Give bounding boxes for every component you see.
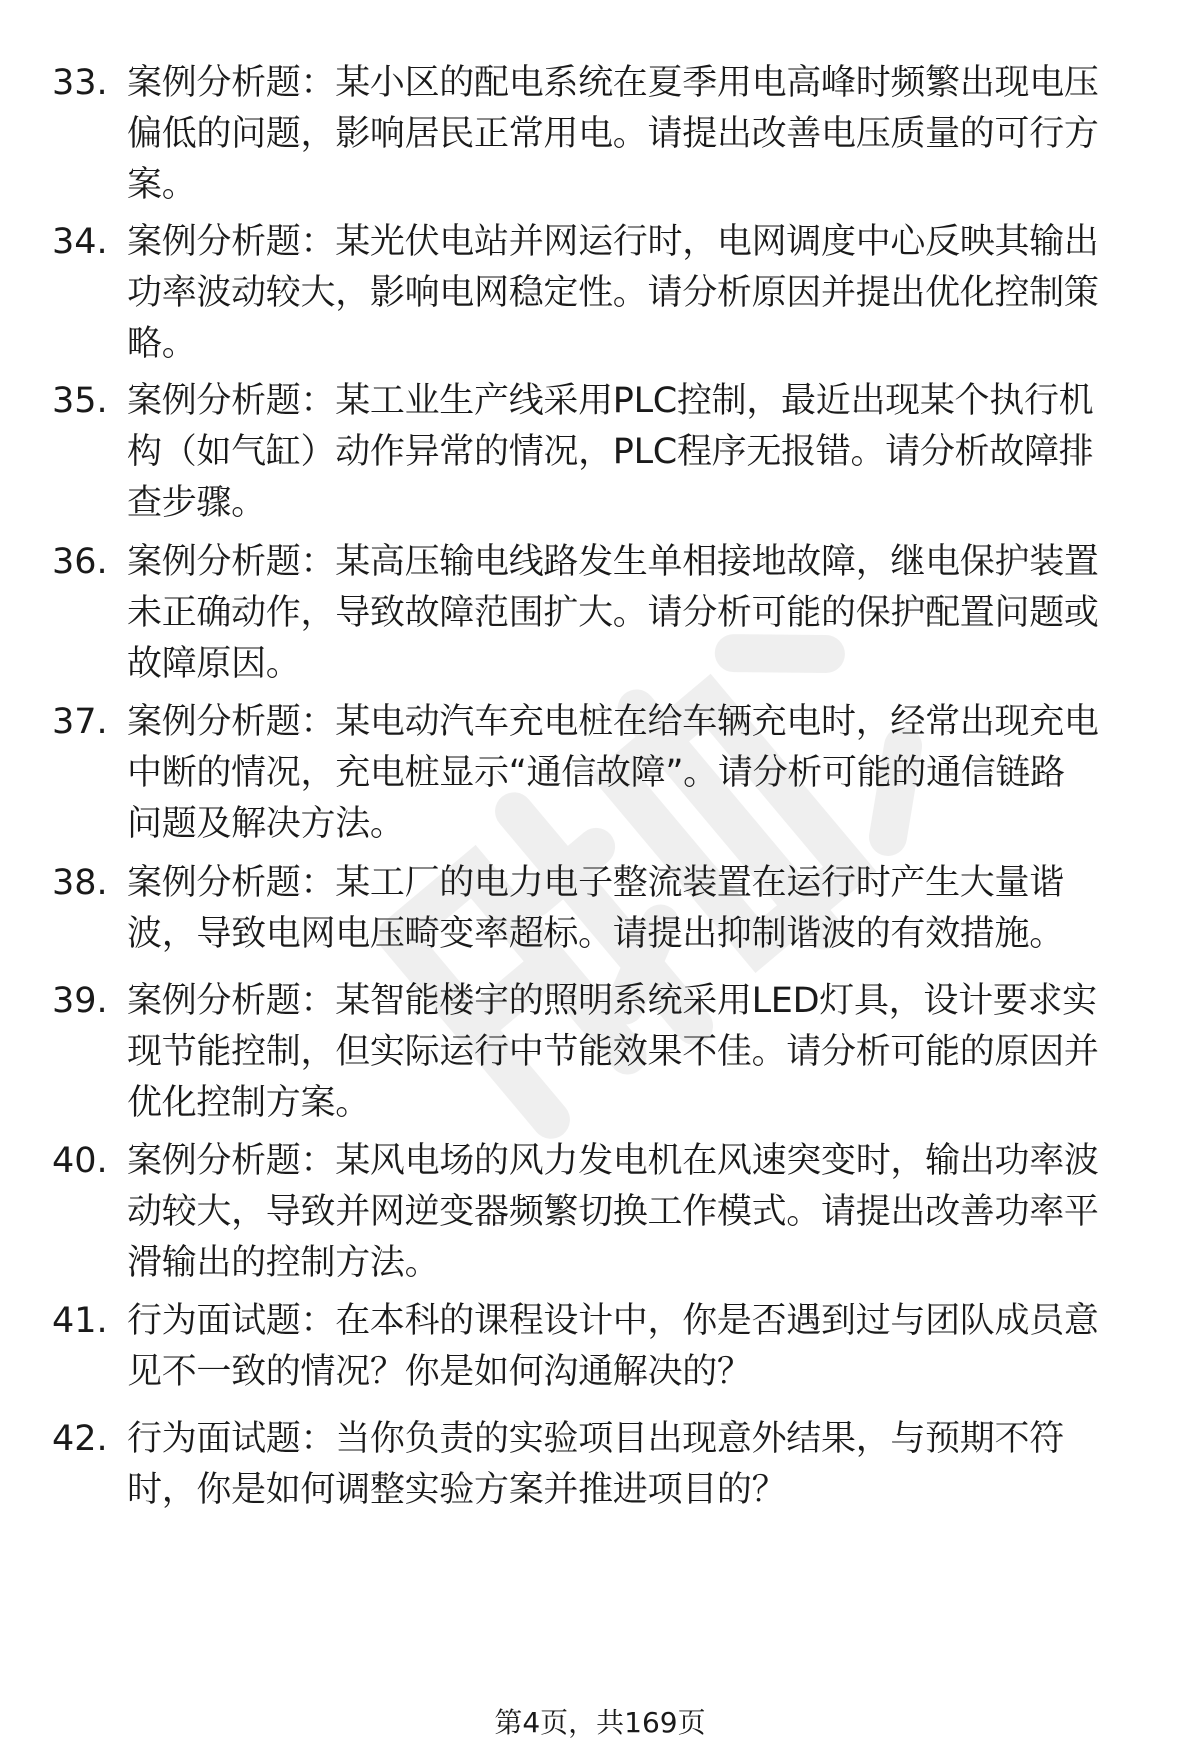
question-text-line: 时，你是如何调整实验方案并推进项目的？	[127, 1470, 787, 1510]
question-number: 41.	[52, 1301, 108, 1341]
question-text-line: 案例分析题：某电动汽车充电桩在给车辆充电时，经常出现充电	[127, 702, 1099, 742]
question-number: 42.	[52, 1419, 108, 1459]
question-number: 33.	[52, 63, 108, 103]
question-text-line: 行为面试题：当你负责的实验项目出现意外结果，与预期不符	[127, 1419, 1064, 1459]
question-text-line: 案例分析题：某智能楼宇的照明系统采用LED灯具，设计要求实	[127, 981, 1097, 1021]
question-text-line: 动较大，导致并网逆变器频繁切换工作模式。请提出改善功率平	[127, 1192, 1099, 1232]
question-text-line: 故障原因。	[127, 644, 301, 684]
question-number: 38.	[52, 863, 108, 903]
question-text-line: 未正确动作，导致故障范围扩大。请分析可能的保护配置问题或	[127, 593, 1099, 633]
question-number: 37.	[52, 702, 108, 742]
question-text-line: 略。	[127, 324, 197, 364]
question-number: 39.	[52, 981, 108, 1021]
question-text	[127, 1136, 1137, 1289]
question-text	[127, 537, 1137, 690]
question-text	[127, 697, 1137, 850]
question-text-line: 中断的情况，充电桩显示“通信故障”。请分析可能的通信链路	[127, 753, 1065, 793]
question-text-line: 滑输出的控制方法。	[127, 1243, 440, 1283]
question-text-line: 构（如气缸）动作异常的情况，PLC程序无报错。请分析故障排	[127, 432, 1094, 472]
question-text	[127, 58, 1137, 211]
question-text-line: 见不一致的情况？你是如何沟通解决的？	[127, 1352, 752, 1392]
question-text-line: 功率波动较大，影响电网稳定性。请分析原因并提出优化控制策	[127, 273, 1099, 313]
question-text	[127, 1414, 1137, 1516]
question-text-line: 案例分析题：某高压输电线路发生单相接地故障，继电保护装置	[127, 542, 1099, 582]
question-text-line: 现节能控制，但实际运行中节能效果不佳。请分析可能的原因并	[127, 1032, 1099, 1072]
question-number: 34.	[52, 222, 108, 262]
question-text-line: 案例分析题：某工厂的电力电子整流装置在运行时产生大量谐	[127, 863, 1064, 903]
question-text	[127, 376, 1137, 529]
question-text-line: 案例分析题：某风电场的风力发电机在风速突变时，输出功率波	[127, 1141, 1099, 1181]
question-number: 36.	[52, 542, 108, 582]
question-text-line: 案例分析题：某小区的配电系统在夏季用电高峰时频繁出现电压	[127, 63, 1099, 103]
question-text-line: 案例分析题：某工业生产线采用PLC控制，最近出现某个执行机	[127, 381, 1094, 421]
question-text	[127, 1296, 1137, 1398]
question-text-line: 行为面试题：在本科的课程设计中，你是否遇到过与团队成员意	[127, 1301, 1099, 1341]
question-text	[127, 976, 1137, 1129]
question-number: 40.	[52, 1141, 108, 1181]
question-text-line: 查步骤。	[127, 483, 266, 523]
question-text	[127, 858, 1137, 960]
question-text-line: 问题及解决方法。	[127, 804, 405, 844]
question-number: 35.	[52, 381, 108, 421]
question-text-line: 偏低的问题，影响居民正常用电。请提出改善电压质量的可行方	[127, 114, 1099, 154]
question-text-line: 案。	[127, 165, 197, 205]
page-number-footer: 第4页，共169页	[494, 1706, 706, 1739]
question-text-line: 波，导致电网电压畸变率超标。请提出抑制谐波的有效措施。	[127, 914, 1064, 954]
question-text-line: 优化控制方案。	[127, 1083, 370, 1123]
question-text-line: 案例分析题：某光伏电站并网运行时，电网调度中心反映其输出	[127, 222, 1099, 262]
question-text	[127, 217, 1137, 370]
